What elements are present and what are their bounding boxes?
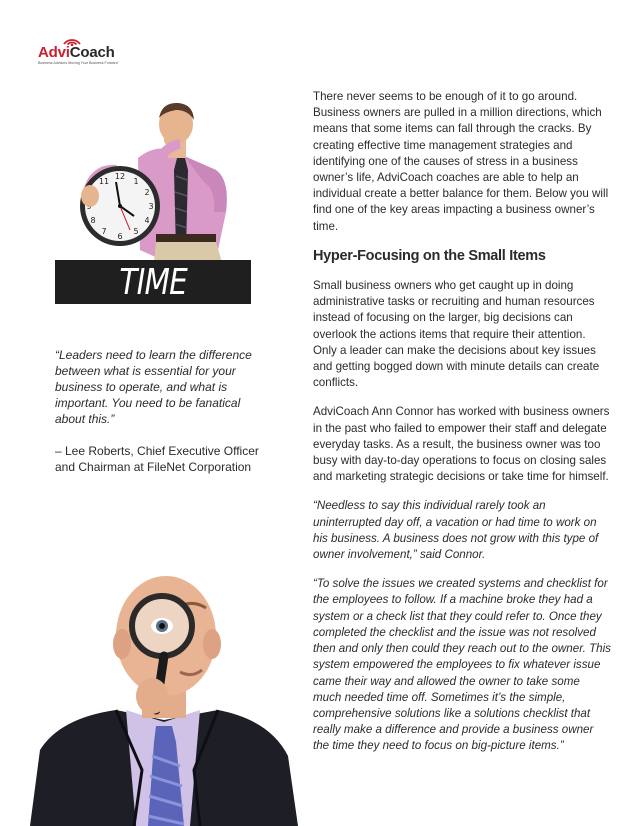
svg-text:11: 11 xyxy=(98,177,110,186)
time-banner xyxy=(55,260,251,304)
quote-attribution: – Lee Roberts, Chief Executive Officer and Chairman at FileNet Corporation xyxy=(55,444,259,474)
clock-man-photo xyxy=(76,100,246,262)
svg-text:4: 4 xyxy=(144,216,150,225)
intro-paragraph: There never seems to be enough of it to go around. Business owners are pulled in a million directions, which means that some items can fall through the cracks. By creating effective time management strategies and identifying one of the causes of stress in a business owner’s life, AdviCoach coaches are able to help an individual create a better balance for them. Below you will find one of the key areas impacting a business owner’s time. xyxy=(313,90,609,233)
logo-tagline: Business Advisors Moving Your Business Forward xyxy=(38,61,118,65)
svg-text:1: 1 xyxy=(133,177,139,186)
quote-text: “Leaders need to learn the difference between what is essential for your business to operate, and what is important. You need to be fanatical about this.” xyxy=(55,348,252,426)
svg-text:2: 2 xyxy=(144,188,150,197)
svg-text:12: 12 xyxy=(114,172,126,181)
banner-title: TIME xyxy=(119,261,187,303)
advicoach-logo xyxy=(38,34,128,68)
body-paragraph-2: AdviCoach Ann Connor has worked with business owners in the past who failed to empower their staff and delegate everyday tasks. As a result, the business owner was too busy with day-to-day operations to focus on closing sales and marketing strategic decisions or take time for himself. xyxy=(313,405,610,484)
article-body xyxy=(313,89,611,768)
svg-text:5: 5 xyxy=(133,227,139,236)
connor-quote-2: “To solve the issues we created systems and checklist for the employees to follow. If a machine broke they had a system or a check list that they could refer to. Once they completed the checklist and the issue was not resolved then and only then could they reach out to the owner. This system empowered the employees to fix whatever issue came their way and allowed the owner to take some much needed time off. Sometimes it’s the simple, comprehensive solutions like a solutions checklist that really make a difference and provide a business owner the time they need to focus on big-picture items.” xyxy=(313,577,611,753)
section-heading: Hyper-Focusing on the Small Items xyxy=(313,247,546,264)
svg-text:3: 3 xyxy=(148,202,154,211)
svg-text:7: 7 xyxy=(101,227,107,236)
magnifier-man-photo xyxy=(30,560,298,826)
svg-text:8: 8 xyxy=(90,216,96,225)
body-paragraph-1: Small business owners who get caught up in doing administrative tasks or recruiting and human resources instead of focusing on the larger, big decisions can overlook the actions items that require their attention. Only a leader can make the decisions about key issues and getting bogged down with minute details can create conflicts. xyxy=(313,279,600,390)
connor-quote-1: “Needless to say this individual rarely took an uninterrupted day off, a vacation or had time to work on his business. A business does not grow with this type of owner involvement,” said Connor. xyxy=(313,499,599,562)
svg-text:6: 6 xyxy=(117,232,123,241)
logo-wordmark: AdviCoach xyxy=(38,44,115,61)
pull-quote xyxy=(55,347,260,475)
